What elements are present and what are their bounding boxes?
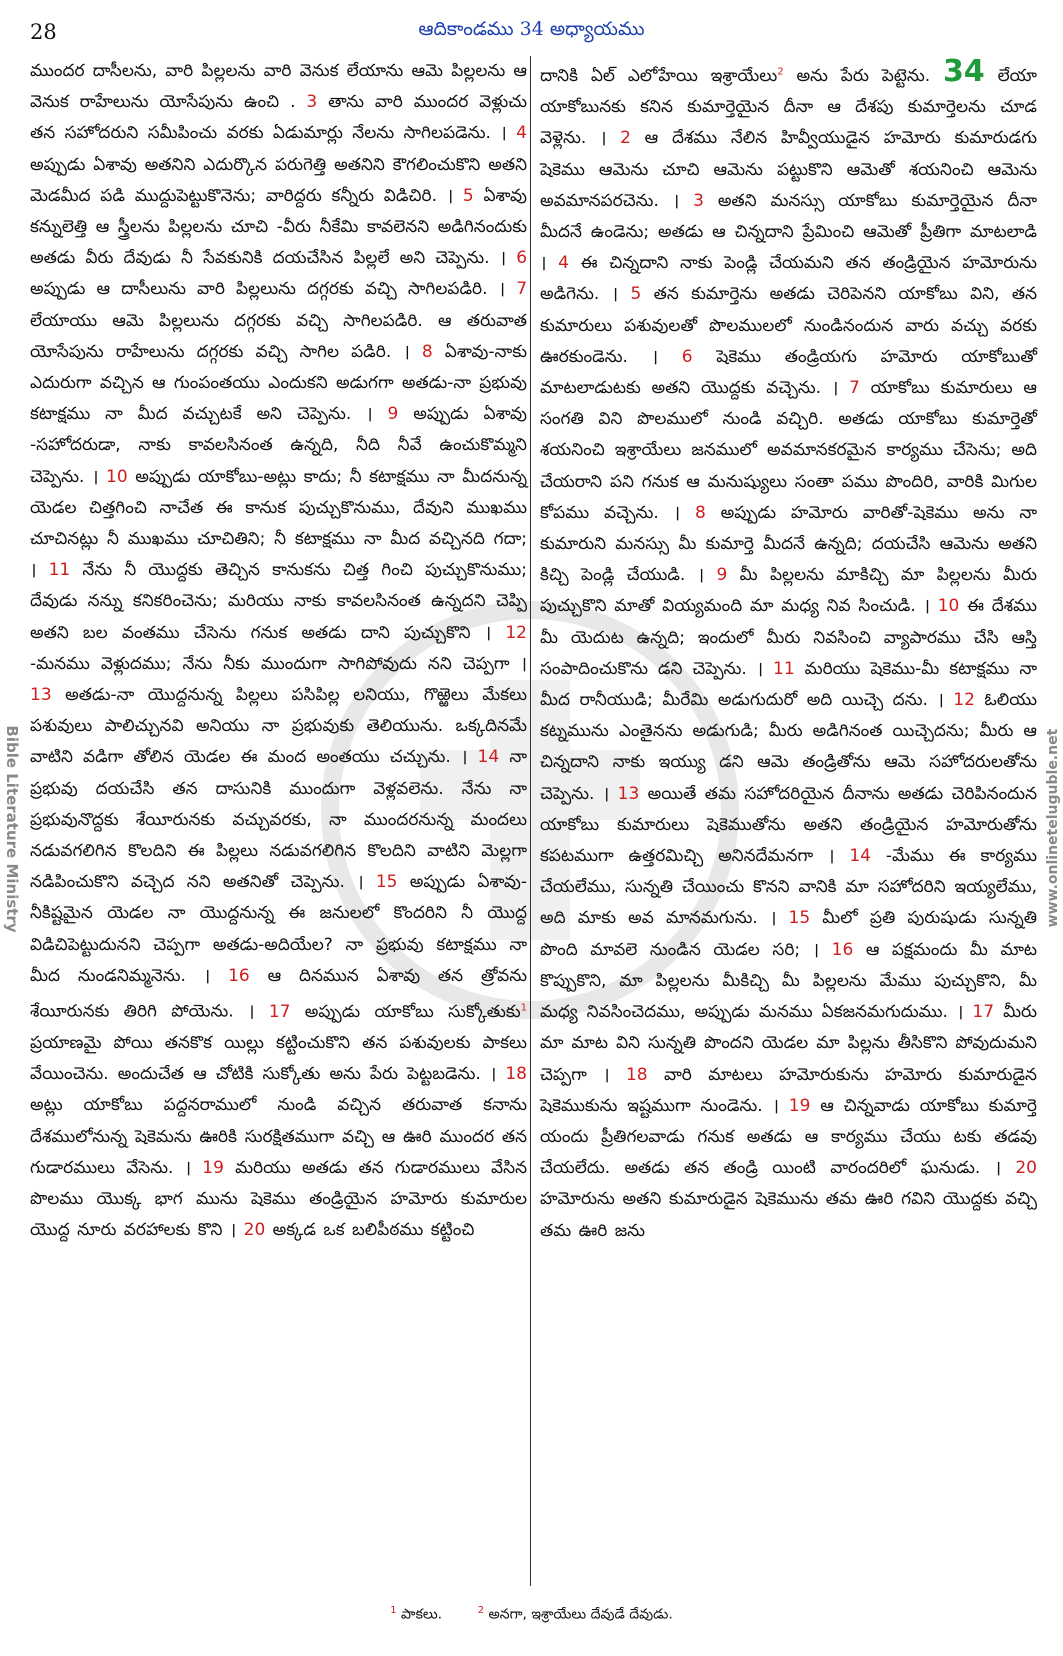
verse-text: అప్పుడు ఆ దాసీలును వారి పిల్లలును దగ్గరకు వచ్చి సాగిలపడిరి. । (30, 279, 506, 300)
verse-number: 8 (694, 502, 706, 523)
verse-number: 9 (387, 404, 399, 425)
verse-number: 2 (620, 128, 631, 149)
chapter-label: అధ్యాయము (549, 18, 645, 40)
verse-number: 3 (306, 92, 318, 113)
page-header (0, 14, 1063, 44)
verse-text: అప్పుడు ఏశావు అతనిని ఎదుర్కొన పరుగెత్తి అతనిని కౌగలించుకొని అతని మెడమీద పడి ముద్దుపెట్టుకొనెను; వారిద్దరు కన్నీరు విడిచిరి. । (30, 154, 527, 206)
verse-text: అట్లు యాకోబు పద్దనరాములో నుండి వచ్చిన తరువాత కనాను దేశములోనున్న షెకెమను ఊరికి సురక్షితముగా వచ్చి ఆ ఊరి ముందర తన గుడారములు వేసెను. । (30, 1095, 527, 1178)
verse-number: 14 (849, 846, 871, 867)
verse-text: ఆ దినమున ఏశావు తన త్రోవను శేయీరునకు తిరిగి పోయెను. । (30, 965, 528, 1022)
verse-segment (30, 685, 527, 767)
verse-number: 16 (831, 939, 854, 960)
verse-text: మీలో ప్రతి పురుషుడు సున్నతి పొంది మావలె నుండిన యెడల సరి; । (540, 908, 1037, 960)
verse-number: 8 (421, 341, 433, 362)
footnote-marker: 2 (777, 66, 784, 78)
verse-text: ఆ పక్షమందు మీ మాట కొప్పుకొని, మా పిల్లలను మీకిచ్చి మీ పిల్లలను మేము పుచ్చుకొని, మీ మధ్య నివసించెదము, అప్పుడు మనము ఏకజనమగుదుము. । (540, 939, 1038, 1023)
verse-text: ఈ చిన్నదాని నాకు పెండ్లి చేయమని తన తండ్రియైన హమోరును అడిగెను. । (540, 253, 1037, 305)
verse-number: 7 (849, 378, 860, 399)
verse-text: అక్కడ ఒక బలిపీఠము కట్టించి (265, 1220, 475, 1241)
verse-number: 4 (516, 123, 527, 144)
verse-number: 15 (375, 872, 398, 893)
book-name: ఆదికాండము (418, 18, 514, 40)
verse-number: 6 (681, 346, 693, 367)
column-divider (530, 56, 531, 1586)
verse-text: ఏశావు-నాకు ఎదురుగా వచ్చిన ఆ గుంపంతయు ఎందుకని అడుగగా అతడు-నా ప్రభువు కటాక్షము నా మీద వచ్చుటకే అని చెప్పెను. । (30, 341, 527, 425)
verse-number: 18 (505, 1064, 527, 1085)
verse-number: 13 (617, 783, 640, 804)
verse-text: -మేము ఈ కార్యము చేయలేము, సున్నతి చేయించు కొనని వానికి మా సహోదరిని ఇయ్యలేము, అది మాకు అవ మానమగును. । (540, 846, 1037, 929)
verse-number: 15 (788, 908, 811, 929)
verse-text: తాను వారి ముందర వెళ్లుచు తన సహోదరుని సమీపించు వరకు ఏడుమార్లు నేలను సాగిలపడెను. । (30, 92, 527, 144)
side-label-left (2, 700, 22, 960)
website-url: www.onlineteluguble.net (1045, 728, 1061, 928)
verse-text: అప్పుడు ఏశావు -సహోదరుడా, నాకు కావలసినంత ఉన్నది, నీది నీవే ఉంచుకొమ్మని చెప్పెను. । (30, 404, 528, 487)
verse-text: ఓలియు కట్నమును ఎంతైనను అడుగుడి; మీరు అడిగినంత యిచ్చెదను; మీరు ఆ చిన్నదాని నాకు ఇయ్యు డని ఆమె తండ్రితోను ఆమె సహోదరులతోను చెప్పెను. । (540, 690, 1037, 804)
verse-text: వారి మాటలు హమోరుకును హమోరు కుమారుడైన షెకెముకును ఇష్టముగా నుండెను. । (540, 1064, 1037, 1116)
verse-text: -మనము వెళ్లుదము; నేను నీకు ముందుగా సాగిపోవుదు నని చెప్పగా । (30, 653, 527, 674)
verse-number: 19 (788, 1095, 811, 1116)
verse-segment (30, 560, 527, 642)
verse-text: అతడు-నా యొద్దనున్న పిల్లలు పసిపిల్ల లనియు, గొఱ్ఱెలు మేకలు పశువులు పాలిచ్చునవి అనియు నా ప్రభువుకు తెలియును. ఒక్కదినమే వాటిని వడిగా తోలిన యెడల ఈ మంద అంతయు చచ్చును. । (30, 685, 527, 768)
verse-number: 11 (773, 658, 795, 679)
verse-text: ఆ దేశము నేలిన హివ్వీయుడైన హమోరు కుమారుడగు షెకెము ఆమెను చూచి ఆమెను పట్టుకొని ఆమెతో శయనించి ఆమెను అవమానపరచెను. । (540, 128, 1037, 211)
verse-number: 6 (516, 248, 528, 269)
verse-text: అయితే తమ సహోదరియైన దీనాను అతడు చెరిపినందున యాకోబు కుమారులు షెకెముతోను అతని తండ్రియైన హమోరుతోను కపటముగా ఉత్తరమిచ్చి అనినదేమనగా । (540, 783, 1038, 867)
verse-text: అప్పుడు హమోరు వారితో-షెకెము అను నా కుమారుని మనస్సు మీ కుమార్తె మీదనే ఉన్నది; దయచేసి ఆమెను అతని కిచ్చి పెండ్లి చేయుడి. । (540, 502, 1037, 586)
footnote-1-mark: 1 (390, 1605, 397, 1616)
verse-number: 12 (505, 622, 527, 643)
verse-number: 17 (972, 1002, 995, 1023)
verse-number: 20 (1015, 1158, 1037, 1179)
verse-text: ప్రయాణమై పోయి తనకొక యిల్లు కట్టించుకొని తన పశువులకు పాకలు వేయించెను. అందుచేత ఆ చోటికి సుక్కోతు అను పేరు పెట్టబడెను. । (30, 1032, 527, 1085)
verse-number: 16 (228, 965, 250, 986)
verse-text: మరియు అతడు తన గుడారములు వేసిన పొలము యొక్క భాగ మును షెకెము తండ్రియైన హమోరు కుమారుల యొద్ద నూరు వరహాలకు కొని । (30, 1157, 528, 1241)
verse-text: యాకోబు కుమారులు ఆ సంగతి విని పొలములో నుండి వచ్చిరి. అతడు యాకోబు కుమార్తెతో శయనించి ఇశ్రాయేలు జనములో అవమానకరమైన కార్యము చేసెను; అది చేయరాని పని గనుక ఆ మనుష్యులు సంతా పము పొందిరి, వారికి మిగుల కోపము వచ్చెను. । (540, 378, 1037, 523)
verse-text: లేయాయు ఆమె పిల్లలును దగ్గరకు వచ్చి సాగిలపడిరి. ఆ తరువాత యోసేపును రాహేలును దగ్గరకు వచ్చి సాగిల పడిరి. । (30, 310, 527, 362)
verse-text: ఈ దేశము మీ యెదుట ఉన్నది; ఇందులో మీరు నివసించి వ్యాపారము చేసి ఆస్తి సంపాదించుకొను డని చెప్పెను. । (540, 596, 1037, 679)
verse-text: ఏశావు కన్నులెత్తి ఆ స్త్రీలను పిల్లలను చూచి -వీరు నీకేమి కావలెనని అడిగినందుకు అతడు వీరు దేవుడు నీ సేవకునికి దయచేసిన పిల్లలే అని చెప్పెను. । (30, 185, 527, 269)
verse-text: లేయా యాకోబునకు కనిన కుమార్తెయైన దీనా ఆ దేశపు కుమార్తెలను చూడ వెళ్లెను. । (540, 66, 1037, 149)
footnote-1-text: పాకలు. (401, 1606, 443, 1623)
verse-number: 5 (630, 284, 642, 305)
verse-number: 7 (516, 279, 528, 300)
verse-text: అప్పుడు ఏశావు-నీకిష్టమైన యెడల నా యొద్దనున్న ఈ జనులలో కొందరిని నీ యొద్ద విడిచిపెట్టుదునని చెప్పగా అతడు-అదియేల? నా ప్రభువు కటాక్షము నా మీద నుండనిమ్మనెను. । (30, 872, 527, 986)
verse-text: మరియు షెకెము-మీ కటాక్షము నా మీద రానీయుడి; మీరేమి అడుగుదురో అది యిచ్చె దను. । (540, 658, 1037, 711)
side-label-right (1043, 700, 1063, 960)
chapter-start-number: 34 (943, 54, 985, 89)
ministry-name: Bible Literature Ministry (3, 725, 21, 933)
verse-number: 20 (243, 1220, 266, 1241)
right-column (540, 56, 1037, 1247)
verse-text: నేను నీ యొద్దకు తెచ్చిన కానుకను చిత్త గించి పుచ్చుకొనుము; దేవుడు నన్ను కనికరించెను; మరియు నాకు కావలసినంత ఉన్నదని చెప్పి అతని బల వంతము చేసెను గనుక అతడు దాని పుచ్చుకొని । (30, 560, 528, 643)
verse-segment (540, 66, 930, 86)
verse-text: హమోరును అతని కుమారుడైన షెకెమును తమ ఊరి గవిని యొద్దకు వచ్చి తమ ఊరి జను (540, 1189, 1037, 1241)
verse-number: 4 (558, 253, 569, 274)
verse-text: అతని మనస్సు యాకోబు కుమార్తెయైన దీనా మీదనే ఉండెను; అతడు ఆ చిన్నదాని ప్రేమించి ఆమెతో ప్రీతిగా మాటలాడి । (540, 190, 1037, 274)
verse-text: అను పేరు పెట్టెను. (783, 66, 931, 86)
footnote-2-text: అనగా, ఇశ్రాయేలు దేవుడే దేవుడు. (488, 1606, 673, 1623)
left-column (30, 56, 527, 1246)
footnotes (0, 1605, 1063, 1626)
verse-number: 5 (462, 185, 474, 206)
verse-number: 11 (48, 560, 71, 581)
verse-text: ముందర దాసీలను, వారి పిల్లలను వారి వెనుక లేయాను ఆమె పిల్లలను ఆ వెనుక రాహేలును యోసేపును ఉంచి . (30, 61, 527, 113)
verse-number: 12 (953, 690, 975, 711)
page-number: 28 (30, 20, 57, 44)
verse-text: ఆ చిన్నవాడు యాకోబు కుమార్తె యందు ప్రీతిగలవాడు గనుక అతడు ఆ కార్యము చేయు టకు తడవు చేయలేదు. అతడు తన తండ్రి యింటి వారందరిలో ఘనుడు. । (540, 1095, 1038, 1179)
verse-number: 10 (937, 596, 960, 617)
verse-number: 10 (106, 466, 128, 487)
verse-number: 3 (693, 190, 704, 211)
verse-text: అప్పుడు యాకోబు-అట్లు కాదు; నీ కటాక్షము నా మీదనున్న యెడల చిత్తగించి నాచేత ఈ కానుక పుచ్చుకొనుము, దేవుని ముఖము చూచినట్లు నీ ముఖము చూచితిని; నీ కటాక్షము నా మీద వచ్చినది గదా; । (30, 466, 528, 581)
verse-number: 19 (202, 1157, 224, 1178)
verse-text: మీ పిల్లలను మాకిచ్చి మా పిల్లలను మీరు పుచ్చుకొని మాతో వియ్యమంది మా మధ్య నివ సించుడి. । (540, 565, 1037, 617)
page-title (0, 18, 1063, 45)
footnote-marker: 1 (520, 1002, 527, 1014)
verse-number: 14 (477, 747, 500, 768)
chapter-number: 34 (519, 18, 544, 40)
verse-text: అప్పుడు యాకోబు సుక్కోతుకు (290, 1001, 521, 1022)
verse-text: మీరు మా మాట విని సున్నతి పొందని యెడల మా పిల్లను తీసికొని పోవుదుమని చెప్పగా । (540, 1002, 1038, 1085)
verse-text: షెకెము తండ్రియగు హమోరు యాకోబుతో మాటలాడుటకు అతని యొద్దకు వచ్చెను. । (540, 346, 1038, 399)
verse-number: 18 (625, 1064, 648, 1085)
verse-number: 17 (268, 1001, 291, 1022)
verse-segment (540, 378, 1037, 523)
verse-text: తన కుమార్తెను అతడు చెరిపెనని యాకోబు విని, తన కుమారులు పశువులతో పొలములలో నుండినందున వారు వచ్చు వరకు ఊరకుండెను. । (540, 284, 1038, 367)
verse-text: దానికి ఏల్ ఎలోహేయి ఇశ్రాయేలు (540, 66, 778, 86)
verse-segment (244, 1220, 475, 1240)
verse-number: 13 (30, 685, 52, 706)
verse-number: 9 (716, 565, 728, 586)
verse-segment (30, 747, 527, 892)
verse-text: నా ప్రభువు దయచేసి తన దాసునికి ముందుగా వెళ్లవలెను. నేను నా ప్రభువునొద్దకు శేయీరునకు వచ్చువరకు, నా ముందరనున్న మందలు నడువగలిగిన కొలదిని ఈ పిల్లలు నడువగలిగిన కొలదిని వాటిని మెల్లగా నడిపించుకొని వచ్చెద నని అతనితో చెప్పెను. । (30, 747, 527, 893)
footnote-2-mark: 2 (477, 1605, 485, 1616)
